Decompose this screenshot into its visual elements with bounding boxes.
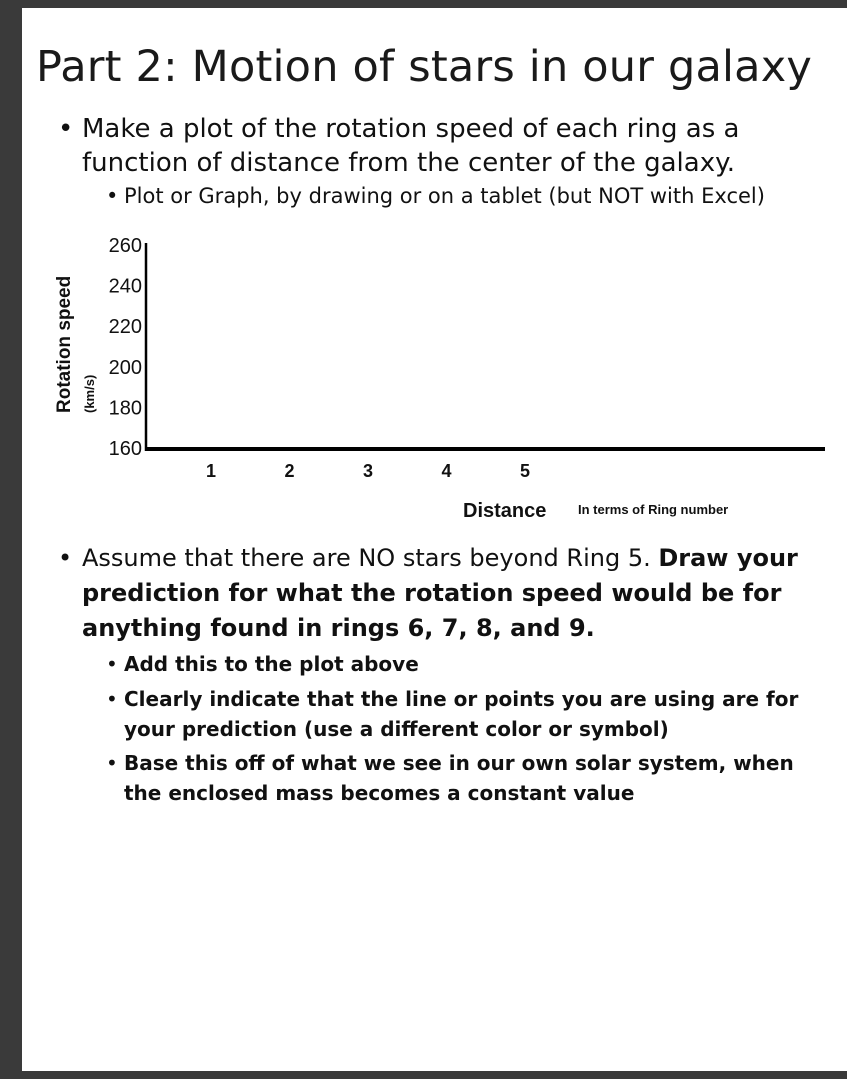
x-tick-label: 2: [284, 461, 295, 481]
y-tick-label: 260: [108, 235, 142, 257]
bullet-sub-text: Plot or Graph, by drawing or on a tablet (but NOT with Excel): [124, 184, 765, 208]
y-tick-label: 220: [108, 316, 142, 339]
bullet-dot: •: [58, 544, 73, 572]
x-tick-label: 4: [441, 461, 452, 481]
y-tick-label: 180: [108, 397, 142, 420]
y-tick-labels: [109, 235, 142, 460]
bullet-assume-text: [82, 541, 802, 646]
bullet-main-text: Make a plot of the rotation speed of each ring as a function of distance from the center of the galaxy.: [82, 114, 740, 178]
x-tick-label: 5: [519, 461, 531, 481]
slide: [22, 8, 847, 1071]
x-tick-label: 3: [362, 461, 374, 481]
y-tick-label: 160: [108, 438, 142, 460]
assume-bold: Draw your prediction for what the rotation speed would be for anything found in rings 6, 7, 8, and 9.: [82, 544, 798, 642]
bullet-dot: •: [106, 184, 119, 208]
x-tick-label: 1: [205, 461, 217, 481]
x-axis-note: In terms of Ring number: [578, 502, 729, 517]
page-title: Part 2: Motion of stars in our galaxy: [36, 42, 813, 92]
bullet-dot: •: [58, 114, 74, 144]
bullet-dot: •: [106, 751, 118, 775]
bullet-dot: •: [106, 652, 118, 676]
x-axis-label: Distance: [463, 500, 547, 522]
rotation-chart: [22, 8, 847, 528]
bullet-dot: •: [106, 687, 118, 711]
y-axis-label: Rotation speed: [54, 275, 75, 413]
y-tick-label: 200: [108, 356, 142, 379]
sub-bullet-text: Add this to the plot above: [124, 652, 419, 676]
sub-bullet-text: Clearly indicate that the line or points you are using are for your prediction (use a different color or symbol): [124, 687, 799, 741]
y-axis-unit: (km/s): [82, 374, 97, 413]
assume-plain: Assume that there are NO stars beyond Ring 5.: [82, 544, 659, 572]
sub-bullet-text: Base this off of what we see in our own solar system, when the enclosed mass becomes a constant value: [124, 751, 794, 805]
y-tick-label: 240: [108, 275, 142, 298]
x-tick-labels: [206, 461, 530, 481]
